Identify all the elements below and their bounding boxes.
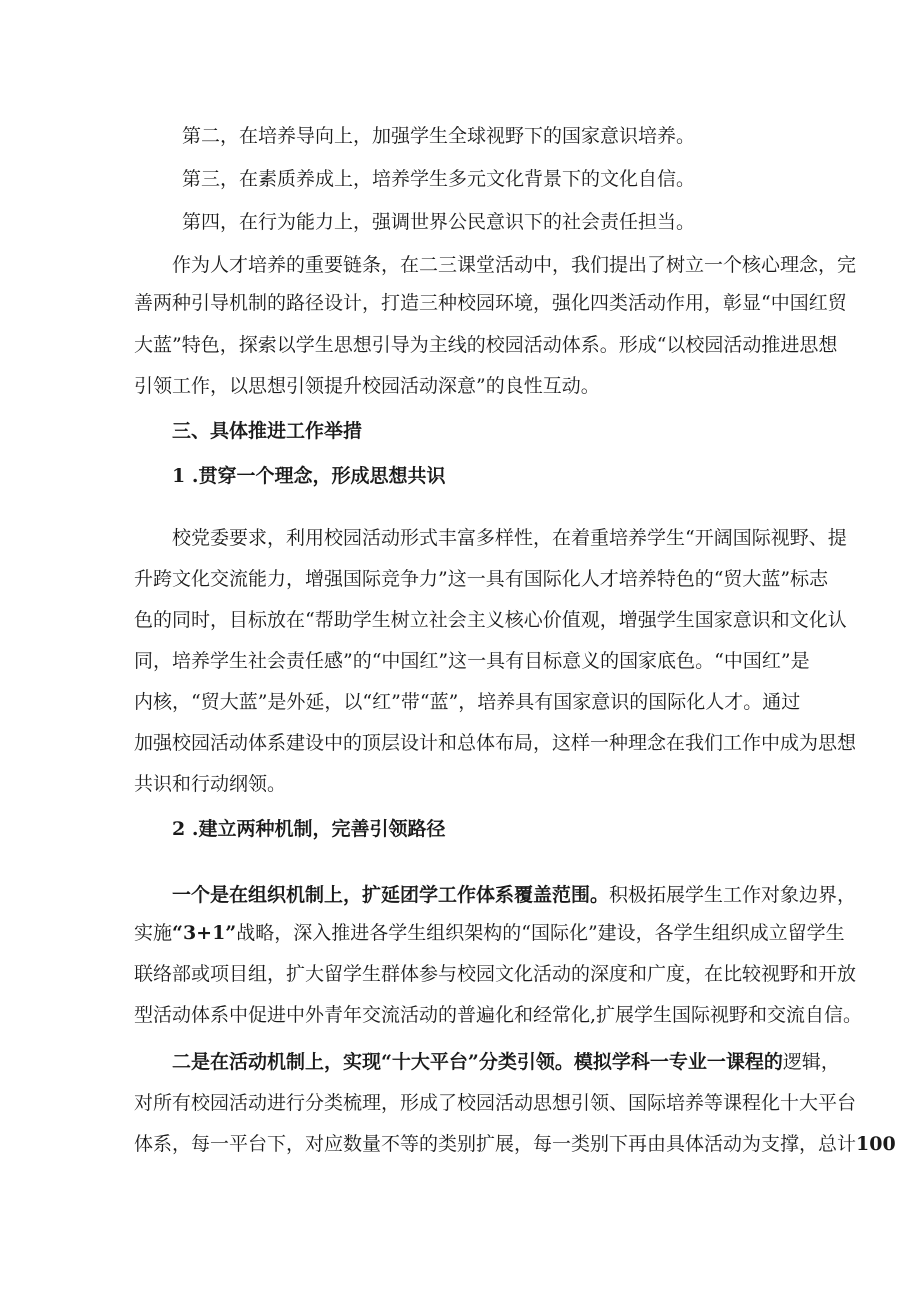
activity-total: 100	[856, 1133, 896, 1155]
sub2a-line-2-rest: 战略，深入推进各学生组织架构的“国际化”建设，各学生组织成立留学生	[236, 922, 845, 944]
overview-line-3: 大蓝”特色，探索以学生思想引导为主线的校园活动体系。形成“以校园活动推进思想	[134, 334, 838, 356]
overview-line-4: 引领工作，以思想引领提升校园活动深意”的良性互动。	[134, 375, 600, 397]
sub2a-line-3: 联络部或项目组，扩大留学生群体参与校园文化活动的深度和广度，在比较视野和开放	[134, 963, 857, 985]
intro-point-3: 第三，在素质养成上，培养学生多元文化背景下的文化自信。	[182, 168, 696, 190]
sub1-line-7: 共识和行动纲领。	[134, 773, 287, 795]
sub2b-line-3-text: 体系，每一平台下，对应数量不等的类别扩展，每一类别下再由具体活动为支撑，总计	[134, 1133, 857, 1155]
sub2a-line-1	[172, 883, 857, 907]
sub2b-lead: 二是在活动机制上，实现“十大平台”分类引领。模拟学科一专业一课程的	[172, 1051, 783, 1073]
sub1-line-4: 同，培养学生社会责任感”的“中国红”这一具有目标意义的国家底色。“中国红”是	[134, 650, 810, 672]
overview-line-1: 作为人才培养的重要链条，在二三课堂活动中，我们提出了树立一个核心理念，完	[172, 254, 857, 276]
sub2a-lead: 一个是在组织机制上，扩延团学工作体系覆盖范围。	[172, 884, 610, 906]
sub1-line-6: 加强校园活动体系建设中的顶层设计和总体布局，这样一种理念在我们工作中成为思想	[134, 732, 857, 754]
sub2b-line-3	[134, 1132, 896, 1156]
sub2a-line-2	[134, 921, 845, 945]
intro-point-2: 第二，在培养导向上，加强学生全球视野下的国家意识培养。	[182, 125, 696, 147]
strategy-label: “3+1”	[172, 922, 237, 944]
subsection-2-heading: 2 .建立两种机制，完善引领路径	[172, 818, 446, 840]
sub2b-line-1-rest: 逻辑，	[782, 1051, 840, 1073]
section-heading: 三、具体推进工作举措	[172, 420, 363, 442]
sub2a-line-2-pre: 实施	[134, 922, 173, 944]
sub2b-line-1	[172, 1050, 840, 1074]
sub1-line-5: 内核，“贸大蓝”是外延，以“红”带“蓝”，培养具有国家意识的国际化人才。通过	[134, 691, 801, 713]
sub1-line-1: 校党委要求，利用校园活动形式丰富多样性，在着重培养学生“开阔国际视野、提	[172, 527, 847, 549]
sub2a-line-4: 型活动体系中促进中外青年交流活动的普遍化和经常化,扩展学生国际视野和交流自信。	[134, 1004, 863, 1026]
sub2a-line-1-rest: 积极拓展学生工作对象边界，	[609, 884, 857, 906]
overview-line-2: 善两种引导机制的路径设计，打造三种校园环境，强化四类活动作用，彰显“中国红贸	[134, 292, 847, 314]
intro-point-4: 第四，在行为能力上，强调世界公民意识下的社会责任担当。	[182, 211, 696, 233]
subsection-1-heading: 1 .贯穿一个理念，形成思想共识	[172, 465, 446, 487]
sub1-line-2: 升跨文化交流能力，增强国际竞争力”这一具有国际化人才培养特色的“贸大蓝”标志	[134, 568, 829, 590]
sub1-line-3: 色的同时，目标放在“帮助学生树立社会主义核心价值观，增强学生国家意识和文化认	[134, 609, 847, 631]
sub2b-line-2: 对所有校园活动进行分类梳理，形成了校园活动思想引领、国际培养等课程化十大平台	[134, 1092, 857, 1114]
